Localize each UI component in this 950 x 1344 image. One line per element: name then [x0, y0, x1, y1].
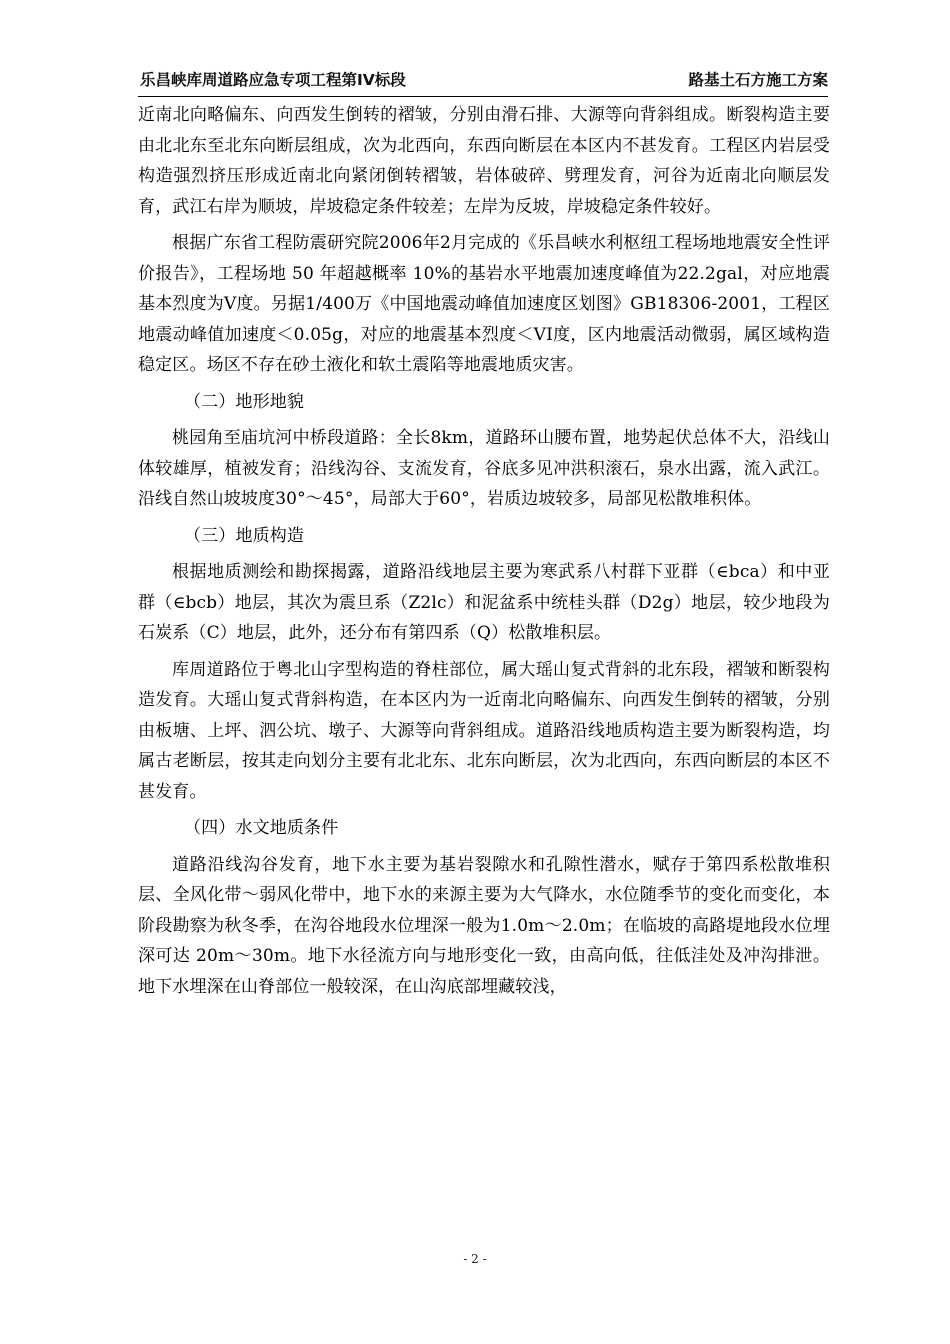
header-section-title: 路基土石方施工方案 — [688, 71, 828, 89]
paragraph-structure-continued: 近南北向略偏东、向西发生倒转的褶皱，分别由滑石排、大源等向背斜组成。断裂构造主要由北北东至北东向断层组成，次为北西向，东西向断层在本区内不甚发育。工程区内岩层受构造强烈挤压形成近南北向紧闭倒转褶皱，岩体破碎、劈理发育，河谷为近南北向顺层发育，武江右岸为顺坡，岸坡稳定条件较差；左岸为反坡，岸坡稳定条件较好。 — [138, 105, 830, 217]
section-heading-hydrogeology: （四）水文地质条件 — [184, 818, 339, 838]
header-divider — [138, 96, 828, 97]
document-body — [138, 100, 830, 1002]
section-heading-terrain: （二）地形地貌 — [184, 391, 305, 412]
paragraph-structure: 库周道路位于粤北山字型构造的脊柱部位，属大瑶山复式背斜的北东段，褶皱和断裂构造发育。大瑶山复式背斜构造，在本区内为一近南北向略偏东、向西发生倒转的褶皱，分别由板塘、上坪、泗公坑、墩子、大源等向背斜组成。道路沿线地质构造主要为断裂构造，均属古老断层，按其走向划分主要有北北东、北东向断层，次为北西向，东西向断层的本区不甚发育。 — [138, 659, 830, 802]
paragraph-terrain: 桃园角至庙坑河中桥段道路：全长8km，道路环山腰布置，地势起伏总体不大，沿线山体较雄厚，植被发育；沿线沟谷、支流发育，谷底多见冲洪积滚石，泉水出露，流入武江。沿线自然山坡坡度30°～45°，局部大于60°，岩质边坡较多，局部见松散堆积体。 — [138, 428, 830, 509]
paragraph-seismic: 根据广东省工程防震研究院2006年2月完成的《乐昌峡水利枢纽工程场地地震安全性评价报告》，工程场地 50 年超越概率 10%的基岩水平地震加速度峰值为22.2gal，对应地震基本烈度为Ⅴ度。另据1/400万《中国地震动峰值加速度区划图》GB18306-2001，工程区地震动峰值加速度＜0.05g，对应的地震基本烈度＜VI度，区内地震活动微弱，属区域构造稳定区。场区不存在砂土液化和软土震陷等地震地质灾害。 — [138, 233, 830, 375]
paragraph-hydrogeology: 道路沿线沟谷发育，地下水主要为基岩裂隙水和孔隙性潜水，赋存于第四系松散堆积层、全风化带～弱风化带中，地下水的来源主要为大气降水，水位随季节的变化而变化，本阶段勘察为秋冬季，在沟谷地段水位埋深一般为1.0m～2.0m；在临坡的高路堤地段水位埋深可达 20m～30m。地下水径流方向与地形变化一致，由高向低，往低洼处及冲沟排泄。地下水埋深在山脊部位一般较深，在山沟底部埋藏较浅， — [138, 854, 830, 997]
header-project-title: 乐昌峡库周道路应急专项工程第IV标段 — [140, 71, 406, 89]
section-heading-geology: （三）地质构造 — [184, 525, 305, 546]
paragraph-strata: 根据地质测绘和勘探揭露，道路沿线地层主要为寒武系八村群下亚群（∈bca）和中亚群（∈bcb）地层，其次为震旦系（Z2lc）和泥盆系中统桂头群（D2g）地层，较少地段为石炭系（C）地层，此外，还分布有第四系（Q）松散堆积层。 — [138, 562, 830, 643]
page-header — [138, 68, 828, 92]
page-number: - 2 - — [463, 1252, 487, 1266]
